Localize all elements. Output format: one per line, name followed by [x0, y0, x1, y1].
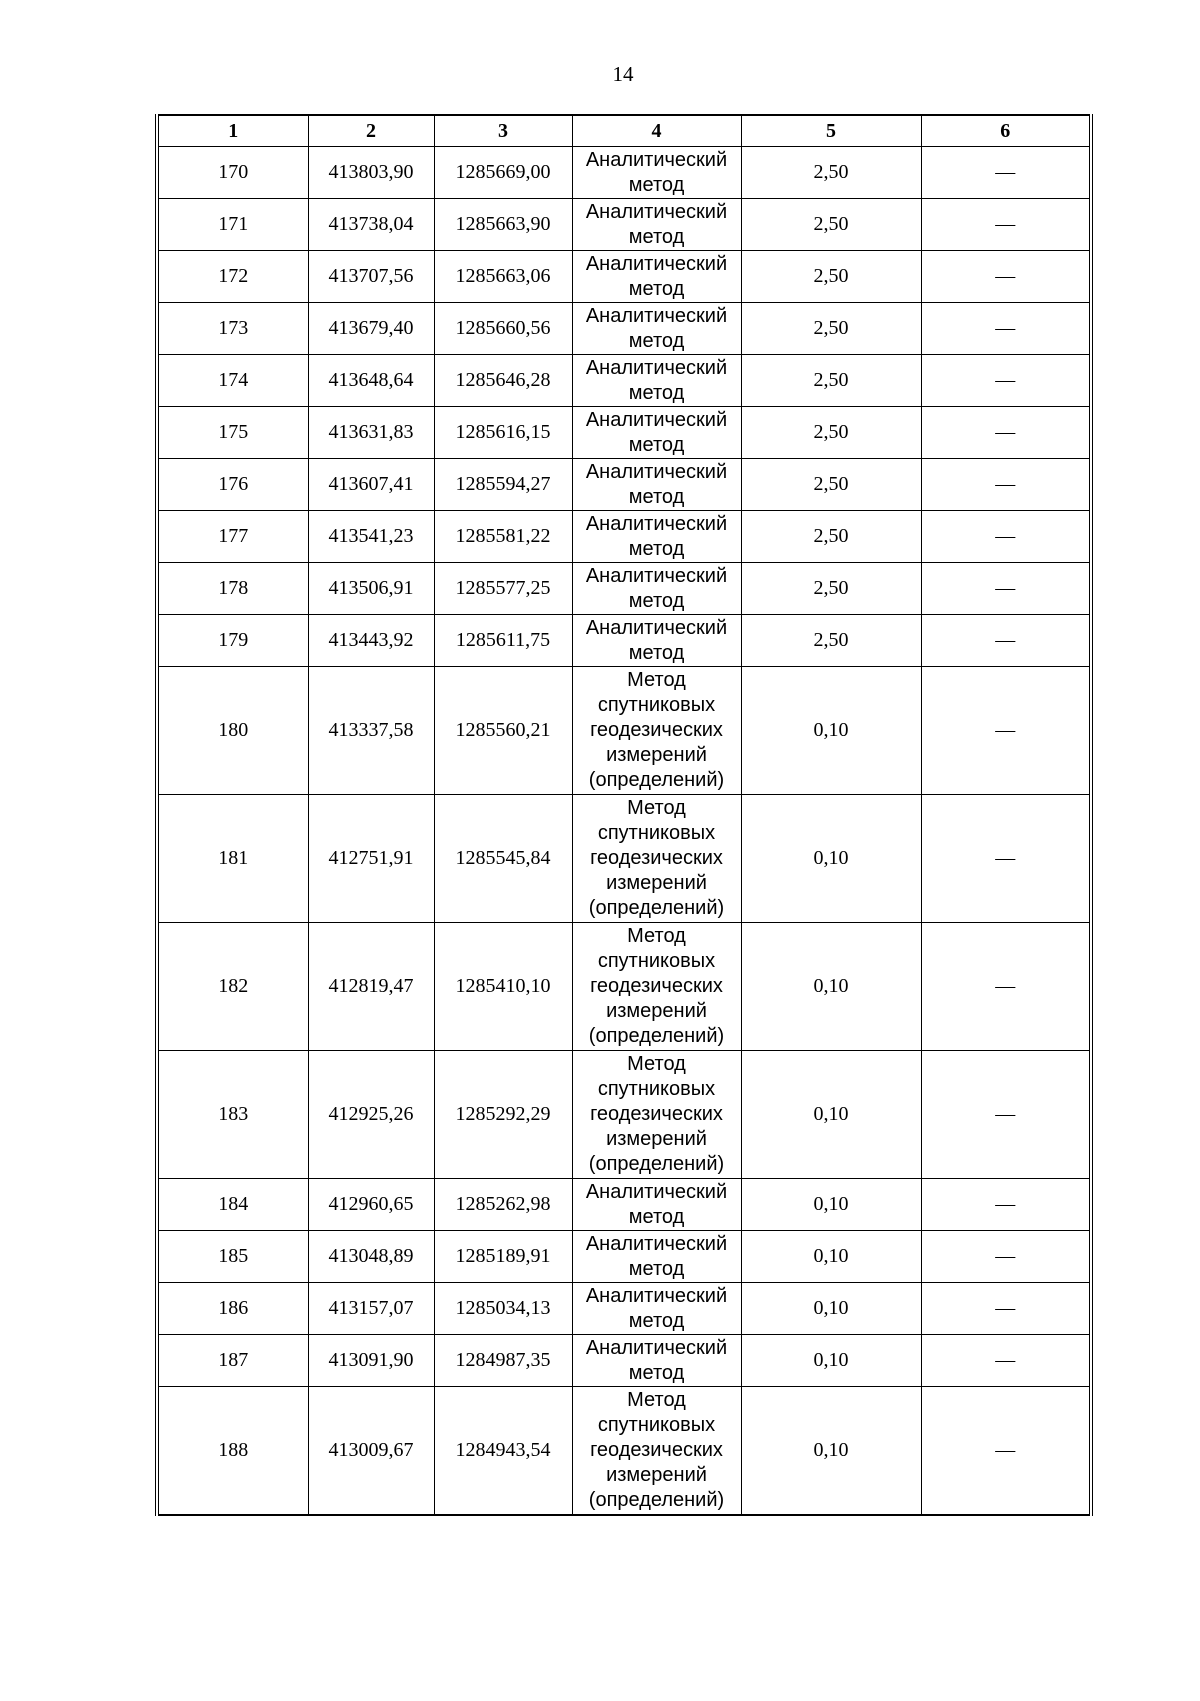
y-coordinate-cell: 1285616,15 [434, 407, 572, 459]
y-coordinate-cell: 1285034,13 [434, 1283, 572, 1335]
method-cell [572, 1051, 741, 1179]
accuracy-cell: 2,50 [741, 615, 921, 667]
table-row [157, 1283, 1091, 1335]
point-number-cell: 179 [157, 615, 308, 667]
method-line: метод [628, 329, 685, 352]
y-coordinate-cell: 1285262,98 [434, 1179, 572, 1231]
method-line: Аналитический [585, 200, 728, 223]
point-number-cell: 173 [157, 303, 308, 355]
column-header: 6 [921, 115, 1091, 147]
x-coordinate-cell: 413803,90 [308, 147, 434, 199]
method-line: геодезических [590, 847, 723, 869]
method-cell [572, 1231, 741, 1283]
method-line: (определений) [588, 769, 725, 791]
method-line: геодезических [590, 1439, 723, 1461]
method-cell [572, 563, 741, 615]
y-coordinate-cell: 1285611,75 [434, 615, 572, 667]
accuracy-cell: 2,50 [741, 511, 921, 563]
coordinates-table [155, 114, 1093, 1516]
method-line: Метод [627, 1053, 686, 1075]
method-cell [572, 923, 741, 1051]
point-number-cell: 185 [157, 1231, 308, 1283]
note-cell: — [921, 667, 1091, 795]
method-cell [572, 1387, 741, 1516]
y-coordinate-cell: 1285560,21 [434, 667, 572, 795]
method-cell [572, 1335, 741, 1387]
point-number-cell: 188 [157, 1387, 308, 1516]
method-cell [572, 511, 741, 563]
method-line: Аналитический [585, 408, 728, 431]
note-cell: — [921, 511, 1091, 563]
x-coordinate-cell: 413337,58 [308, 667, 434, 795]
accuracy-cell: 0,10 [741, 795, 921, 923]
note-cell: — [921, 563, 1091, 615]
method-line: (определений) [588, 1025, 725, 1047]
accuracy-cell: 2,50 [741, 199, 921, 251]
table-row [157, 355, 1091, 407]
point-number-cell: 172 [157, 251, 308, 303]
x-coordinate-cell: 412751,91 [308, 795, 434, 923]
x-coordinate-cell: 413648,64 [308, 355, 434, 407]
method-cell [572, 795, 741, 923]
method-line: метод [628, 1205, 685, 1228]
table-header-row [157, 115, 1091, 147]
note-cell: — [921, 795, 1091, 923]
note-cell: — [921, 615, 1091, 667]
accuracy-cell: 2,50 [741, 459, 921, 511]
table-row [157, 511, 1091, 563]
accuracy-cell: 2,50 [741, 147, 921, 199]
table-row [157, 303, 1091, 355]
note-cell: — [921, 1387, 1091, 1516]
point-number-cell: 186 [157, 1283, 308, 1335]
method-line: (определений) [588, 897, 725, 919]
x-coordinate-cell: 413541,23 [308, 511, 434, 563]
y-coordinate-cell: 1285189,91 [434, 1231, 572, 1283]
note-cell: — [921, 1051, 1091, 1179]
method-cell [572, 251, 741, 303]
method-line: Аналитический [585, 356, 728, 379]
method-line: метод [628, 589, 685, 612]
note-cell: — [921, 1179, 1091, 1231]
table-row [157, 147, 1091, 199]
x-coordinate-cell: 413679,40 [308, 303, 434, 355]
table-row [157, 1179, 1091, 1231]
accuracy-cell: 2,50 [741, 355, 921, 407]
method-line: измерений [606, 744, 707, 766]
column-header: 2 [308, 115, 434, 147]
note-cell: — [921, 459, 1091, 511]
table-row [157, 667, 1091, 795]
method-line: геодезических [590, 719, 723, 741]
column-header: 3 [434, 115, 572, 147]
point-number-cell: 182 [157, 923, 308, 1051]
x-coordinate-cell: 413009,67 [308, 1387, 434, 1516]
method-line: метод [628, 381, 685, 404]
method-line: Аналитический [585, 252, 728, 275]
y-coordinate-cell: 1285577,25 [434, 563, 572, 615]
method-line: Аналитический [585, 1232, 728, 1255]
method-cell [572, 199, 741, 251]
x-coordinate-cell: 412925,26 [308, 1051, 434, 1179]
y-coordinate-cell: 1285410,10 [434, 923, 572, 1051]
method-line: Метод [627, 669, 686, 691]
method-line: метод [628, 537, 685, 560]
method-line: Аналитический [585, 512, 728, 535]
method-line: метод [628, 277, 685, 300]
method-cell [572, 667, 741, 795]
x-coordinate-cell: 413707,56 [308, 251, 434, 303]
method-line: метод [628, 1309, 685, 1332]
table-row [157, 1335, 1091, 1387]
method-cell [572, 407, 741, 459]
y-coordinate-cell: 1285663,90 [434, 199, 572, 251]
accuracy-cell: 2,50 [741, 563, 921, 615]
method-line: Метод [627, 925, 686, 947]
accuracy-cell: 2,50 [741, 251, 921, 303]
method-line: Метод [627, 1389, 686, 1411]
method-line: Метод [627, 797, 686, 819]
y-coordinate-cell: 1285594,27 [434, 459, 572, 511]
x-coordinate-cell: 413157,07 [308, 1283, 434, 1335]
page-number: 14 [612, 62, 634, 86]
y-coordinate-cell: 1285545,84 [434, 795, 572, 923]
method-cell [572, 147, 741, 199]
method-line: Аналитический [585, 460, 728, 483]
table-row [157, 199, 1091, 251]
table-row [157, 615, 1091, 667]
method-line: спутниковых [597, 822, 716, 844]
y-coordinate-cell: 1284943,54 [434, 1387, 572, 1516]
x-coordinate-cell: 413506,91 [308, 563, 434, 615]
method-line: метод [628, 1361, 685, 1384]
method-line: метод [628, 225, 685, 248]
method-cell [572, 303, 741, 355]
method-line: Аналитический [585, 1336, 728, 1359]
y-coordinate-cell: 1285646,28 [434, 355, 572, 407]
point-number-cell: 175 [157, 407, 308, 459]
note-cell: — [921, 303, 1091, 355]
column-header: 5 [741, 115, 921, 147]
point-number-cell: 174 [157, 355, 308, 407]
point-number-cell: 177 [157, 511, 308, 563]
point-number-cell: 187 [157, 1335, 308, 1387]
table-row [157, 251, 1091, 303]
x-coordinate-cell: 413091,90 [308, 1335, 434, 1387]
table-body [157, 147, 1091, 1516]
method-line: спутниковых [597, 1414, 716, 1436]
accuracy-cell: 0,10 [741, 1179, 921, 1231]
method-line: метод [628, 485, 685, 508]
accuracy-cell: 0,10 [741, 1231, 921, 1283]
note-cell: — [921, 1231, 1091, 1283]
method-line: метод [628, 173, 685, 196]
point-number-cell: 184 [157, 1179, 308, 1231]
note-cell: — [921, 199, 1091, 251]
accuracy-cell: 2,50 [741, 407, 921, 459]
x-coordinate-cell: 413607,41 [308, 459, 434, 511]
accuracy-cell: 0,10 [741, 923, 921, 1051]
method-cell [572, 459, 741, 511]
table-row [157, 923, 1091, 1051]
y-coordinate-cell: 1285581,22 [434, 511, 572, 563]
point-number-cell: 178 [157, 563, 308, 615]
accuracy-cell: 0,10 [741, 667, 921, 795]
method-line: Аналитический [585, 1284, 728, 1307]
x-coordinate-cell: 413443,92 [308, 615, 434, 667]
accuracy-cell: 0,10 [741, 1051, 921, 1179]
y-coordinate-cell: 1285669,00 [434, 147, 572, 199]
x-coordinate-cell: 412819,47 [308, 923, 434, 1051]
accuracy-cell: 0,10 [741, 1335, 921, 1387]
method-line: (определений) [588, 1153, 725, 1175]
y-coordinate-cell: 1284987,35 [434, 1335, 572, 1387]
table-row [157, 795, 1091, 923]
note-cell: — [921, 923, 1091, 1051]
method-line: геодезических [590, 975, 723, 997]
point-number-cell: 170 [157, 147, 308, 199]
table-row [157, 1231, 1091, 1283]
method-line: спутниковых [597, 950, 716, 972]
method-line: измерений [606, 1464, 707, 1486]
y-coordinate-cell: 1285292,29 [434, 1051, 572, 1179]
method-cell [572, 1179, 741, 1231]
point-number-cell: 181 [157, 795, 308, 923]
point-number-cell: 180 [157, 667, 308, 795]
point-number-cell: 176 [157, 459, 308, 511]
x-coordinate-cell: 412960,65 [308, 1179, 434, 1231]
accuracy-cell: 0,10 [741, 1387, 921, 1516]
method-cell [572, 355, 741, 407]
column-header: 4 [572, 115, 741, 147]
note-cell: — [921, 1283, 1091, 1335]
method-line: метод [628, 433, 685, 456]
point-number-cell: 183 [157, 1051, 308, 1179]
method-line: (определений) [588, 1489, 725, 1511]
column-header: 1 [157, 115, 308, 147]
method-line: спутниковых [597, 1078, 716, 1100]
table-row [157, 459, 1091, 511]
method-line: метод [628, 1257, 685, 1280]
table-row [157, 407, 1091, 459]
accuracy-cell: 0,10 [741, 1283, 921, 1335]
method-cell [572, 1283, 741, 1335]
note-cell: — [921, 1335, 1091, 1387]
note-cell: — [921, 407, 1091, 459]
method-line: Аналитический [585, 148, 728, 171]
note-cell: — [921, 147, 1091, 199]
note-cell: — [921, 355, 1091, 407]
y-coordinate-cell: 1285663,06 [434, 251, 572, 303]
method-cell [572, 615, 741, 667]
method-line: спутниковых [597, 694, 716, 716]
x-coordinate-cell: 413631,83 [308, 407, 434, 459]
method-line: Аналитический [585, 564, 728, 587]
method-line: Аналитический [585, 304, 728, 327]
table-row [157, 1051, 1091, 1179]
x-coordinate-cell: 413738,04 [308, 199, 434, 251]
method-line: Аналитический [585, 1180, 728, 1203]
method-line: геодезических [590, 1103, 723, 1125]
method-line: измерений [606, 1000, 707, 1022]
method-line: Аналитический [585, 616, 728, 639]
table-row [157, 563, 1091, 615]
note-cell: — [921, 251, 1091, 303]
accuracy-cell: 2,50 [741, 303, 921, 355]
table-row [157, 1387, 1091, 1516]
method-line: измерений [606, 1128, 707, 1150]
y-coordinate-cell: 1285660,56 [434, 303, 572, 355]
x-coordinate-cell: 413048,89 [308, 1231, 434, 1283]
method-line: метод [628, 641, 685, 664]
point-number-cell: 171 [157, 199, 308, 251]
method-line: измерений [606, 872, 707, 894]
